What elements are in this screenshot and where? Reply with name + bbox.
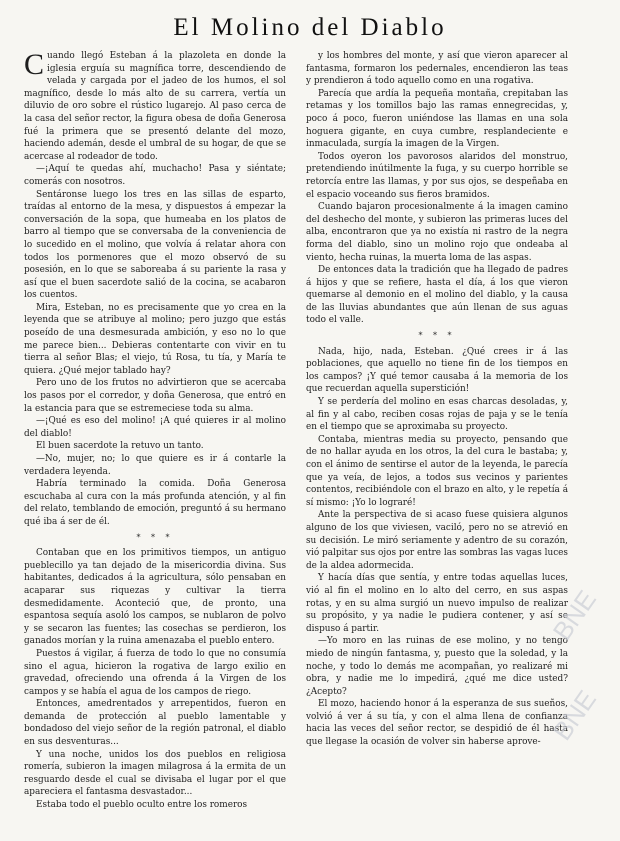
paragraph: Cuando bajaron procesionalmente á la imagen camino del deshecho del monte, y subieron las primeras luces del alba, encontraron que ya no existía ni rastro de la negra forma del diablo, sino un molino rojo que ondeaba al viento, hecha ruinas, la muerta loma de las aspas. — [306, 202, 568, 263]
paragraph: Habría terminado la comida. Doña Generosa escuchaba al cura con la más profunda atención, y al fin del relato, temblando de emoción, preguntó á su hermano qué iba á ser de él. — [24, 479, 286, 527]
paragraph: Y una noche, unidos los dos pueblos en religiosa romería, subieron la imagen milagrosa á la ermita de un resguardo desde el cual se divisaba el lugar por el que apareciera el fantasma desvastador... — [24, 749, 286, 798]
paragraph: Estaba todo el pueblo oculto entre los romeros — [36, 800, 248, 811]
watermark: BNE — [546, 584, 602, 646]
paragraph: Pero uno de los frutos no advirtieron que se acercaba los pasos por el corredor, y doña Generosa, que entró en la estancia para que se estremeciese toda su alma. — [24, 378, 286, 414]
right-column — [306, 50, 568, 836]
article-title: El Molino del Diablo — [173, 14, 447, 41]
paragraph: —Yo moro en las ruinas de ese molino, y no tengo miedo de ningún fantasma, y, puesto que la soledad, y la noche, y todo lo demás me acompañan, yo realizaré mi obra, y nadie me lo impedirá, ¿qué me dice usted? ¿Acepto? — [306, 636, 568, 697]
paragraph: El buen sacerdote la retuvo un tanto. — [36, 441, 204, 452]
paragraph: Y se perdería del molino en esas charcas desoladas, y, al fin y al cabo, reciben cosas rojas de paja y se le tenía en el tiempo que se aproximaba su proyecto. — [306, 397, 568, 433]
section-separator: * * * — [136, 532, 174, 542]
paragraph: Mira, Esteban, no es precisamente que yo crea en la leyenda que se atribuye al molino; pero juzgo que estás poseído de una desmesurada ambición, y eso no lo que me parece bien... Debieras contentarte con vivir en tu tierra al señor Blas; el viejo, tú Rosa, tu tía, y María te quiera. ¿Qué mejor tablado hay? — [24, 302, 286, 376]
drop-cap: C — [24, 50, 45, 81]
paragraph: El mozo, haciendo honor á la esperanza de sus sueños, volvió á ver á su tía, y con el alma llena de confianza hacia las veces del señor rector, se despidió de él hasta que llegase la ocasión de volver sin haberse aprove- — [306, 699, 568, 748]
paragraph: Contaba, mientras media su proyecto, pensando que de no hallar ayuda en los otros, la del cura le bastaba; y, con el ánimo de sentirse el autor de la leyenda, le parecía que ya veía, de lejos, a todos sus vecinos y parientes contentos, recibiéndole con el brazo en alto, y le repetía á sí mismo: ¡Yo lo lograré! — [306, 434, 568, 508]
paragraph: Entonces, amedrentados y arrepentidos, fueron en demanda de protección al pueblo lamentable y bondadoso del viejo señor de la región patronal, el diablo en sus desventuras... — [24, 699, 286, 748]
paragraph: De entonces data la tradición que ha llegado de padres á hijos y que se refiere, hasta el día, á los que vieron quemarse al demonio en el molino del diablo, y la causa de las lluvias abundantes que aún llenan de sus aguas todo el valle. — [306, 265, 568, 326]
paragraph: y los hombres del monte, y así que vieron aparecer al fantasma, formaron los pedernales, encendieron las teas y prendieron á todo aquello como en una rogativa. — [306, 51, 568, 87]
paragraph: Sentáronse luego los tres en las sillas de esparto, traídas al entorno de la mesa, y dispuestos á empezar la conversación de la sopa, que humeaba en los platos de barro al tiempo que se conversaba de la conveniencia de lo sucedido en el molino, que volvía á relatar ahora con todos los pormenores que el mozo observó de su posesión, en lo que se saboreaba á su pariente la rasa y así que el buen sacerdote salió de la cocina, se acabaron los cuentos. — [24, 189, 286, 301]
paragraph: —No, mujer, no; lo que quiere es ir á contarle la verdadera leyenda. — [24, 454, 286, 477]
section-separator: * * * — [418, 331, 456, 341]
paragraph: Y hacía días que sentía, y entre todas aquellas luces, vió al fin el molino en lo alto del cerro, en sus aspas rotas, y en su alma surgió un nuevo impulso de realizar su propósito, y ya nadie le pudiera contener, y así se dispuso á partir. — [306, 573, 568, 634]
left-column — [24, 50, 286, 836]
paragraph: —¡Aquí te quedas ahí, muchacho! Pasa y siéntate; comerás con nosotros. — [24, 164, 286, 187]
watermark: BNE — [546, 684, 602, 746]
paragraph: Nada, hijo, nada, Esteban. ¿Qué crees ir á las poblaciones, que aquello no tiene fin de los tiempos en los campos? ¡Y qué temor causaba á la memoria de los que recuerdan aquella superstición! — [306, 346, 568, 395]
paragraph: Puestos á vigilar, á fuerza de todo lo que no consumía sino el agua, hicieron la rogativa de largo exilio en gravedad, ofreciendo una ofrenda á la Virgen de los campos y se había el agua de los campos de riego. — [24, 648, 286, 697]
paragraph: Todos oyeron los pavorosos alaridos del monstruo, pretendiendo inútilmente la fuga, y su cuerpo horrible se retorcía entre las llamas, y por sus ojos, se despeñaba en el espacio voceando sus fieros bramidos. — [306, 151, 568, 200]
paragraph: —¡Qué es eso del molino! ¡A qué quieres ir al molino del diablo! — [24, 416, 286, 439]
paragraph: Ante la perspectiva de si acaso fuese quisiera algunos alguno de los que viviesen, vaciló, pero no se atrevió en su decisión. Le miró seriamente y adentro de su corazón, vió palpitar sus ojos por entre las sombras las vagas luces de la aldea adormecida. — [306, 510, 568, 571]
paragraph: Cuando llegó Esteban á la plazoleta en donde la iglesia erguía su magnífica torre, descendiendo de velada y cargada por el jadeo de los humos, el sol magnífico, desde lo más alto de su carrera, vertía un diluvio de oro sobre el rústico lugarejo. Al paso cerca de la casa del señor rector, la figura obesa de doña Generosa fué la primera que se presentó delante del mozo, haciendo ademán, desde el umbral de su hogar, de que se acercase al rodeador de todo. — [24, 50, 286, 162]
paragraph: Parecía que ardía la pequeña montaña, crepitaban las retamas y los tomillos bajo las ramas ennegrecidas, y, poco á poco, fueron uniéndose las llamas en una sola hoguera gigante, en cuya cumbre, resplandeciente e inmaculada, surgía la imagen de la Virgen. — [306, 88, 568, 150]
paragraph: Contaban que en los primitivos tiempos, un antiguo pueblecillo ya tan dejado de la misericordia divina. Sus habitantes, dedicados á la agricultura, sólo pensaban en acaparar sus riquezas y cultivar la tierra desmedidamente. Aconteció que, de pronto, una espantosa sequía asoló los campos, se nublaron de polvo y se secaron las fuentes; las cosechas se perdieron, los ganados morían y la ruina amenazaba el pueblo entero. — [24, 548, 286, 647]
